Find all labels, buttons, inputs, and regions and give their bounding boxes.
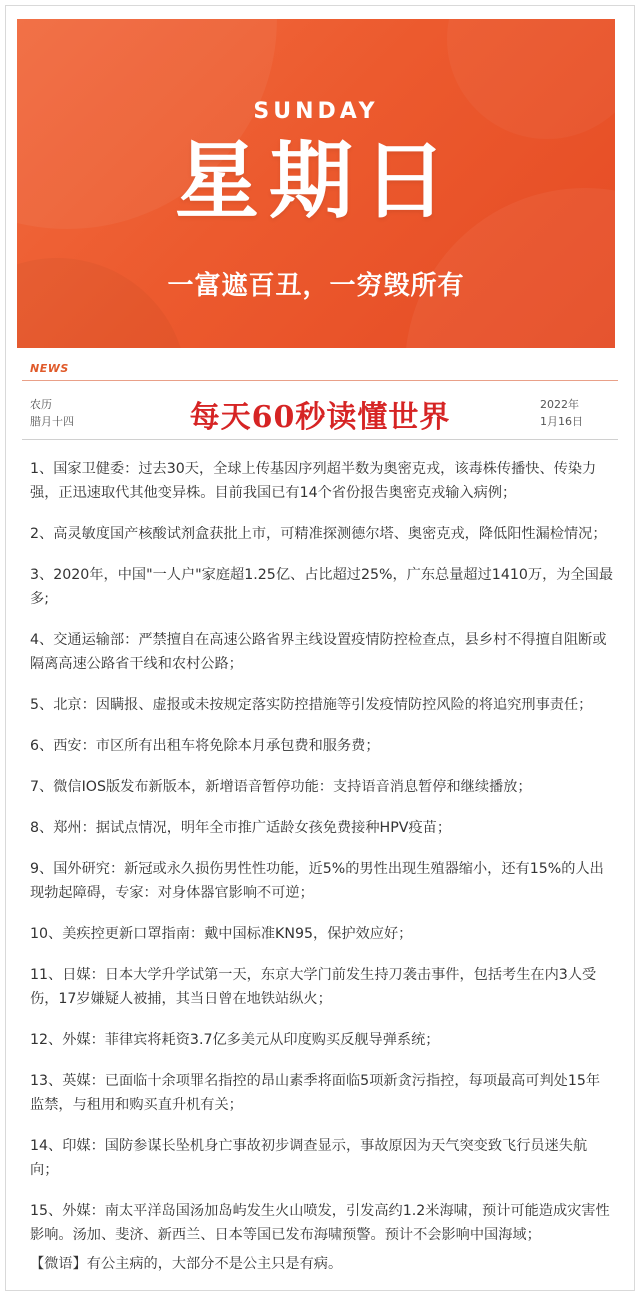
date-year: 2022年 xyxy=(540,398,579,411)
lunar-day: 腊月十四 xyxy=(30,415,74,428)
news-item: 8、郑州：据试点情况，明年全市推广适龄女孩免费接种HPV疫苗； xyxy=(30,820,452,836)
news-item: 15、外媒：南太平洋岛国汤加岛屿发生火山喷发，引发高约1.2米海啸，预计可能造成灾害性影响。汤加、斐济、新西兰、日本等国已发布海啸预警。预计不会影响中国海域； xyxy=(30,1203,610,1243)
news-item: 2、高灵敏度国产核酸试剂盒获批上市，可精准探测德尔塔、奥密克戎，降低阳性漏检情况； xyxy=(30,526,607,542)
news-section-label: NEWS xyxy=(30,362,69,375)
news-item: 13、英媒：已面临十余项罪名指控的昂山素季将面临5项新贪污指控，每项最高可判处15年监禁，与租用和购买直升机有关； xyxy=(30,1073,601,1113)
news-item: 4、交通运输部：严禁擅自在高速公路省界主线设置疫情防控检查点，县乡村不得擅自阻断或隔离高速公路省干线和农村公路； xyxy=(30,632,607,672)
news-item: 3、2020年，中国"一人户"家庭超1.25亿、占比超过25%，广东总量超过1410万，为全国最多; xyxy=(30,567,614,607)
weiyu-quote: 【微语】有公主病的，大部分不是公主只是有病。 xyxy=(30,1256,343,1272)
news-divider xyxy=(22,380,618,381)
news-item: 11、日媒：日本大学升学试第一天，东京大学门前发生持刀袭击事件，包括考生在内3人受伤，17岁嫌疑人被捕，其当日曾在地铁站纵火； xyxy=(30,967,597,1007)
news-item: 9、国外研究：新冠或永久损伤男性性功能，近5%的男性出现生殖器缩小，还有15%的人出现勃起障碍，专家：对身体器官影响不可逆； xyxy=(30,861,604,901)
lunar-date xyxy=(30,396,110,430)
banner-motto: 一富遮百丑，一穷毁所有 xyxy=(167,271,465,301)
header-divider xyxy=(22,439,618,440)
news-item: 12、外媒：菲律宾将耗资3.7亿多美元从印度购买反舰导弹系统； xyxy=(30,1032,440,1048)
lunar-label: 农历 xyxy=(30,398,52,411)
news-item: 1、国家卫健委：过去30天，全球上传基因序列超半数为奥密克戎，该毒株传播快、传染力强，正迅速取代其他变异株。目前我国已有14个省份报告奥密克戎输入病例； xyxy=(30,461,597,501)
news-item: 14、印媒：国防参谋长坠机身亡事故初步调查显示，事故原因为天气突变致飞行员迷失航向； xyxy=(30,1138,588,1178)
news-item: 5、北京：因瞒报、虚报或未按规定落实防控措施等引发疫情防控风险的将追究刑事责任； xyxy=(30,697,593,713)
news-item: 10、美疾控更新口罩指南：戴中国标准KN95，保护效应好； xyxy=(30,926,413,942)
news-item: 7、微信IOS版发布新版本，新增语音暂停功能：支持语音消息暂停和继续播放； xyxy=(30,779,532,795)
banner xyxy=(17,19,615,348)
headline: 每天60秒读懂世界 xyxy=(189,400,451,435)
banner-sunday: SUNDAY xyxy=(253,99,379,124)
banner-weekday: 星期日 xyxy=(174,132,457,230)
gregorian-date xyxy=(540,396,620,430)
news-item: 6、西安：市区所有出租车将免除本月承包费和服务费； xyxy=(30,738,380,754)
date-day: 1月16日 xyxy=(540,415,583,428)
news-list xyxy=(30,457,614,1264)
